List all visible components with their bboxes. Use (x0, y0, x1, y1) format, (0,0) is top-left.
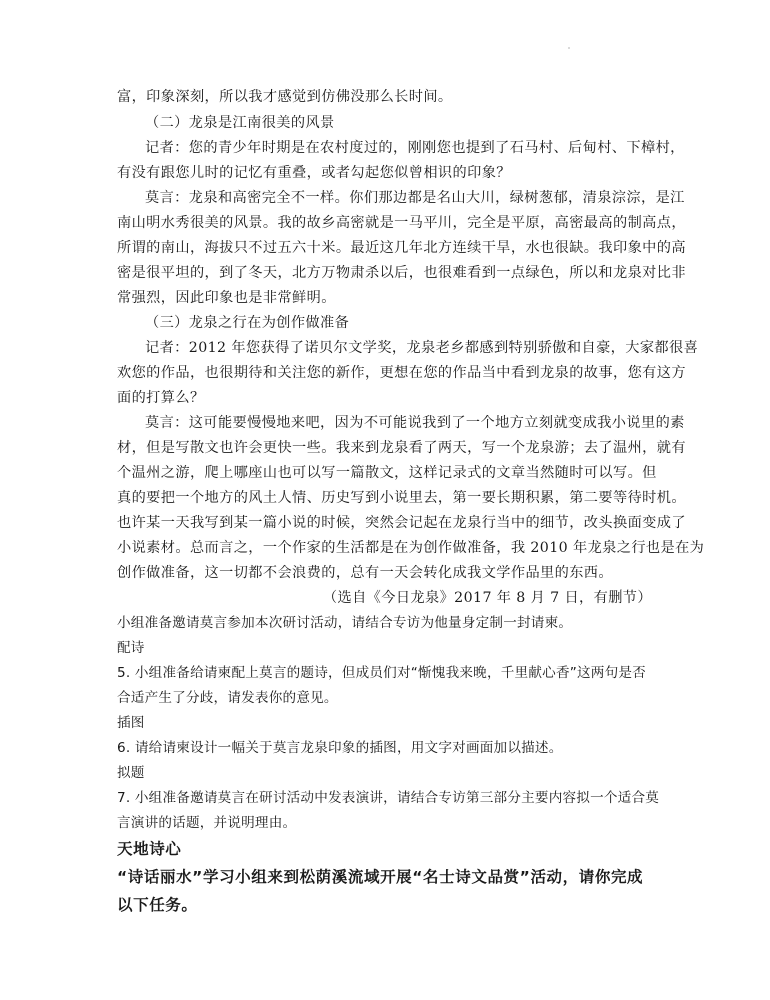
question-line: 有没有跟您儿时的记忆有重叠，或者勾起您似曾相识的印象？ (117, 165, 511, 181)
answer-line: 材，但是写散文也许会更快一些。我来到龙泉看了两天，写一个龙泉游；去了温州，就有 (117, 440, 686, 456)
scan-speck (568, 47, 570, 49)
answer-line: 密是很平坦的，到了冬天，北方万物肃杀以后，也很难看到一点绿色，所以和龙泉对比非 (117, 265, 686, 281)
answer-line: 莫言：这可能要慢慢地来吧，因为不可能说我到了一个地方立刻就变成我小说里的素 (145, 415, 685, 431)
question-line: 面的打算么？ (117, 390, 205, 406)
answer-line: 个温州之游，爬上哪座山也可以写一篇散文，这样记录式的文章当然随时可以写。但 (117, 465, 657, 481)
question-7: 7. 小组准备邀请莫言在研讨活动中发表演讲，请结合专访第三部分主要内容拟一个适合莫 (117, 790, 660, 806)
answer-line: 真的要把一个地方的风土人情、历史写到小说里去，第一要长期积累，第二要等待时机。 (117, 490, 686, 506)
subsection-heading-3: （三）龙泉之行在为创作做准备 (145, 315, 350, 331)
answer-line: 莫言：龙泉和高密完全不一样。你们那边都是名山大川，绿树葱郁，清泉淙淙，是江 (145, 190, 685, 206)
task-heading-topic: 拟题 (117, 765, 145, 781)
question-6: 6. 请给请柬设计一幅关于莫言龙泉印象的插图，用文字对画面加以描述。 (117, 740, 563, 756)
source-citation: （选自《今日龙泉》2017 年 8 月 7 日，有删节） (322, 590, 652, 606)
answer-line: 创作做准备，这一切都不会浪费的，总有一天会转化成我文学作品里的东西。 (117, 565, 613, 581)
answer-line: 常强烈，因此印象也是非常鲜明。 (117, 290, 336, 306)
question-7-cont: 言演讲的话题，并说明理由。 (117, 815, 297, 831)
task-instruction: 小组准备邀请莫言参加本次研讨活动，请结合专访为他量身定制一封请柬。 (117, 615, 573, 631)
question-line: 记者：您的青少年时期是在农村度过的，刚刚您也提到了石马村、后甸村、下樟村， (145, 140, 685, 156)
subsection-heading-2: （二）龙泉是江南很美的风景 (145, 115, 335, 131)
question-line: 记者：2012 年您获得了诺贝尔文学奖，龙泉老乡都感到特别骄傲和自豪，大家都很喜 (145, 340, 699, 356)
task-heading-illustration: 插图 (117, 715, 145, 731)
question-5: 5. 小组准备给请柬配上莫言的题诗，但成员们对“惭愧我来晚，千里献心香”这两句是否 (117, 665, 646, 681)
section-intro-cont: 以下任务。 (117, 896, 198, 914)
question-line: 欢您的作品，也很期待和关注您的新作，更想在您的作品当中看到龙泉的故事，您有这方 (117, 365, 686, 381)
question-5-cont: 合适产生了分歧，请发表你的意见。 (117, 690, 338, 706)
section-title: 天地诗心 (117, 840, 182, 858)
answer-line: 小说素材。总而言之，一个作家的生活都是在为创作做准备，我 2010 年龙泉之行也是在为 (117, 540, 705, 556)
answer-line: 南山明水秀很美的风景。我的故乡高密就是一马平川，完全是平原，高密最高的制高点， (117, 215, 686, 231)
answer-line: 所谓的南山，海拔只不过五六十米。最近这几年北方连续干旱，水也很缺。我印象中的高 (117, 240, 686, 256)
answer-line: 也许某一天我写到某一篇小说的时候，突然会记起在龙泉行当中的细节，改头换面变成了 (117, 515, 686, 531)
paragraph-line: 富，印象深刻，所以我才感觉到仿佛没那么长时间。 (117, 89, 453, 105)
task-heading-poem: 配诗 (117, 640, 145, 656)
section-intro: “诗话丽水”学习小组来到松荫溪流域开展“名士诗文品赏”活动，请你完成 (117, 868, 644, 886)
